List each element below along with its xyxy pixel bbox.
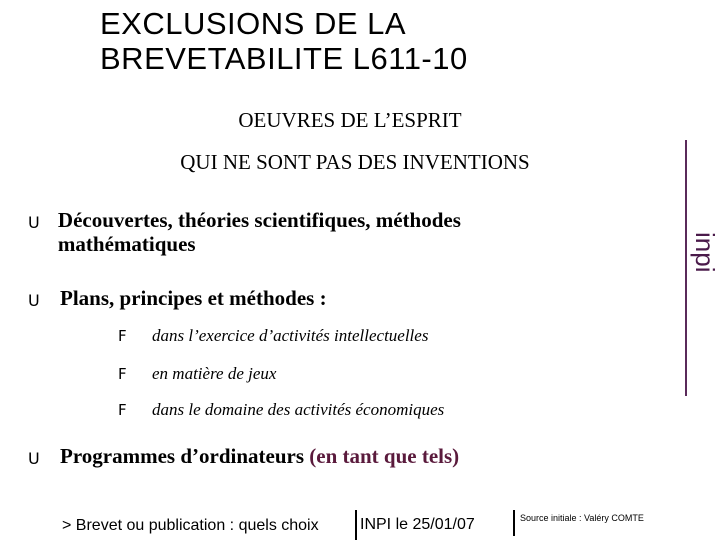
inpi-logo (692, 232, 720, 302)
sub-item-text: en matière de jeux (152, 364, 277, 383)
bullet-marker-icon: U (28, 449, 40, 468)
sub-bullet-icon: F (118, 401, 127, 419)
bullet-text: Programmes d’ordinateurs (60, 444, 310, 468)
footer-date: INPI le 25/01/07 (360, 516, 475, 533)
footer-source: Source initiale : Valéry COMTE (520, 513, 644, 523)
side-divider (685, 140, 687, 396)
title-line-2: BREVETABILITE L611-10 (100, 41, 468, 76)
footer-left-text: Brevet ou publication : quels choix (75, 517, 319, 534)
arrow-icon: > (62, 517, 72, 534)
sub-item-text: dans l’exercice d’activités intellectuelles (152, 326, 429, 345)
sub-bullet-icon: F (118, 327, 127, 345)
bullet-marker-icon: U (28, 213, 40, 232)
bullet-programs (28, 444, 459, 471)
slide-title (100, 6, 468, 76)
title-line-1: EXCLUSIONS DE LA (100, 6, 407, 41)
sub-item-economic (118, 400, 444, 420)
bullet-text: Plans, principes et méthodes : (60, 286, 327, 310)
footer-presentation-title (62, 517, 319, 535)
bullet-plans (28, 286, 327, 313)
bullet-marker-icon: U (28, 291, 40, 310)
bullet-text: Découvertes, théories scientifiques, méthodes mathématiques (57, 208, 461, 256)
sub-item-intellectual (118, 326, 428, 346)
bullet-text-qualifier: (en tant que tels) (309, 444, 460, 468)
footer-divider (513, 510, 515, 536)
footer-divider (355, 510, 357, 540)
inpi-logo-text: inpi (690, 232, 720, 273)
sub-item-games (118, 364, 276, 384)
sub-bullet-icon: F (118, 365, 127, 383)
subtitle-line-1: OEUVRES DE L’ESPRIT (238, 108, 462, 132)
subtitle-line-2: QUI NE SONT PAS DES INVENTIONS (180, 150, 530, 174)
sub-item-text: dans le domaine des activités économiques (152, 400, 445, 419)
bullet-discoveries (28, 208, 568, 256)
